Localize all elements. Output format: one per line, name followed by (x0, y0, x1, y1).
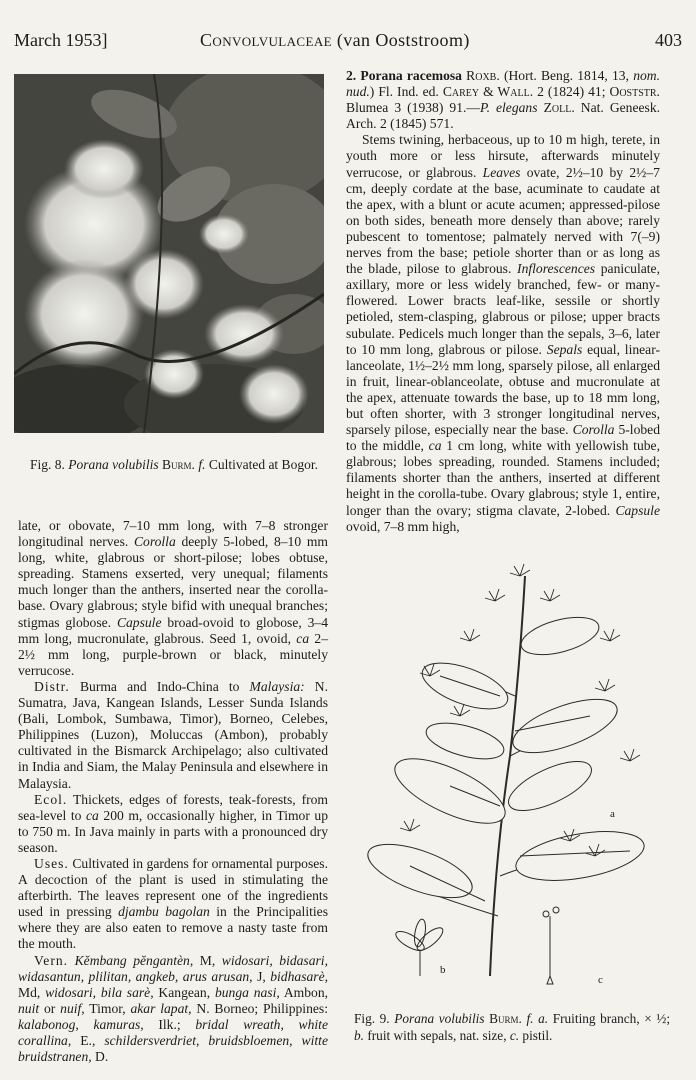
figure-letter-a: a (610, 808, 615, 820)
figure-letter-c: c (598, 974, 603, 986)
figure-8-species: Porana volubilis (68, 457, 159, 472)
figure-8-forma: f. (198, 457, 206, 472)
uses-paragraph: Uses. Cultivated in gardens for ornamental purposes. A decoction of the plant is used in stimulating the afterbirth. The leaves represent one of the ingredients used in pressing djambu bagolan in the Principalities where they are also eaten to remove a nasty taste from the mouth. (18, 855, 328, 952)
distribution-paragraph: Distr. Burma and Indo-China to Malaysia: N. Sumatra, Java, Kangean Islands, Lesser Sunda Islands (Bali, Lombok, Sumbawa, Timor), Borneo, Celebes, Philippines (Luzon), Moluccas (Ambon), probably cultivated in the Bismarck Archipelago; also cultivated in India and Siam, the Malay Peninsula and elsewhere in Malaysia. (18, 678, 329, 791)
running-title (200, 30, 470, 51)
ecology-paragraph: Ecol. Thickets, edges of forests, teak-forests, from sea-level to ca 200 m, occasionally higher, in Timor up to 750 m. In Java mainly in parts with a pronounced dry season. (18, 791, 329, 855)
issue-date: March 1953] (14, 30, 108, 50)
figure-8-caption (14, 455, 334, 474)
photo-porana-volubilis (14, 74, 324, 433)
species-heading: 2. Porana racemosa Roxb. (Hort. Beng. 1814, 13, nom. nud.) Fl. Ind. ed. Carey & Wall. 2 (1824) 41; Ooststr. Blumea 3 (1938) 91.—P. elegans Zoll. Nat. Geneesk. Arch. 2 (1845) 571. (346, 68, 661, 132)
page-number: 403 (655, 30, 682, 50)
family-name: Convolvulaceae (200, 30, 332, 50)
figure-8-authority: Burm. (162, 457, 195, 472)
running-header (14, 30, 682, 56)
figure-9-caption: Fig. 9. Porana volubilis Burm. f. a. Fruiting branch, × ½; b. fruit with sepals, nat. size, c. pistil. (354, 1011, 671, 1043)
figure-letter-b: b (440, 964, 446, 976)
vernacular-paragraph: Vern. Kĕmbang pĕngantèn, M, widosari, bidasari, widasantun, plilitan, angkeb, arus arusan, J, bidhasarè, Md, widosari, bila sarè, Kangean, bunga nasi, Ambon, nuit or nuif, Timor, akar lapat, N. Borneo; Philippines: kalabonog, kamuras, Ilk.; bridal wreath, white corallina, E., schildersverdriet, bruidsbloemen, witte bruidstranen, D. (18, 952, 329, 1065)
botanical-drawing (350, 556, 680, 996)
left-column (18, 518, 328, 1065)
figure-8-label: Fig. 8. (30, 457, 65, 472)
figure-8-text: Cultivated at Bogor. (208, 457, 318, 472)
right-column (346, 68, 660, 535)
author-name: (van Ooststroom) (336, 30, 470, 50)
description-continued: late, or obovate, 7–10 mm long, with 7–8 stronger longitudinal nerves. Corolla deeply 5-lobed, 8–10 mm long, white, glabrous or short-pilose; lobes obtuse, spreading. Stamens exserted, very unequal; filaments much longer than the anthers, inserted near the corolla-base. Ovary glabrous; style bifid with unequal branches; stigmas globose. Capsule broad-ovoid to globose, 3–4 mm long, mucronulate, glabrous. Seed 1, ovoid, ca 2–2½ mm long, purple-brown or black, minutely verrucose. (18, 518, 329, 678)
species-description: Stems twining, herbaceous, up to 10 m high, terete, in youth more or less hirsute, afterwards minutely verrucose, or glabrous. Leaves ovate, 2½–10 by 2½–7 cm, deeply cordate at the base, acuminate to caudate at the apex, with a blunt or acute acumen; appressed-pilose on both sides, beneath more densely than above; rarely pubescent to tomentose; palmately nerved with 7(–9) nerves from the base; petiole shorter than or as long as the blade, pilose to glabrous. Inflorescences paniculate, axillary, more or less widely branched, few- or many-flowered. Lower bracts leaf-like, sessile or shortly petioled, stem-clasping, glabrous or pilose; upper bracts subulate. Pedicels much longer than the sepals, 3–6, later to 10 mm long, glabrous or pilose. Sepals equal, linear-lanceolate, 1½–2½ mm long, sparsely pilose, all enlarged in fruit, linear-oblanceolate, obtuse and mucronulate at the apex, attenuate towards the base, up to 18 mm long, but often shorter, with 3 stronger longitudinal nerves, sparsely pilose, especially near the base. Corolla 5-lobed to the middle, ca 1 cm long, white with yellowish tube, glabrous; lobes spreading, rounded. Stamens included; filaments shorter than the anthers, inserted at different height in the corolla-tube. Ovary glabrous; style 1, entire, longer than the ovary; stigma clavate, 2-lobed. Capsule ovoid, 7–8 mm high, (346, 132, 661, 534)
